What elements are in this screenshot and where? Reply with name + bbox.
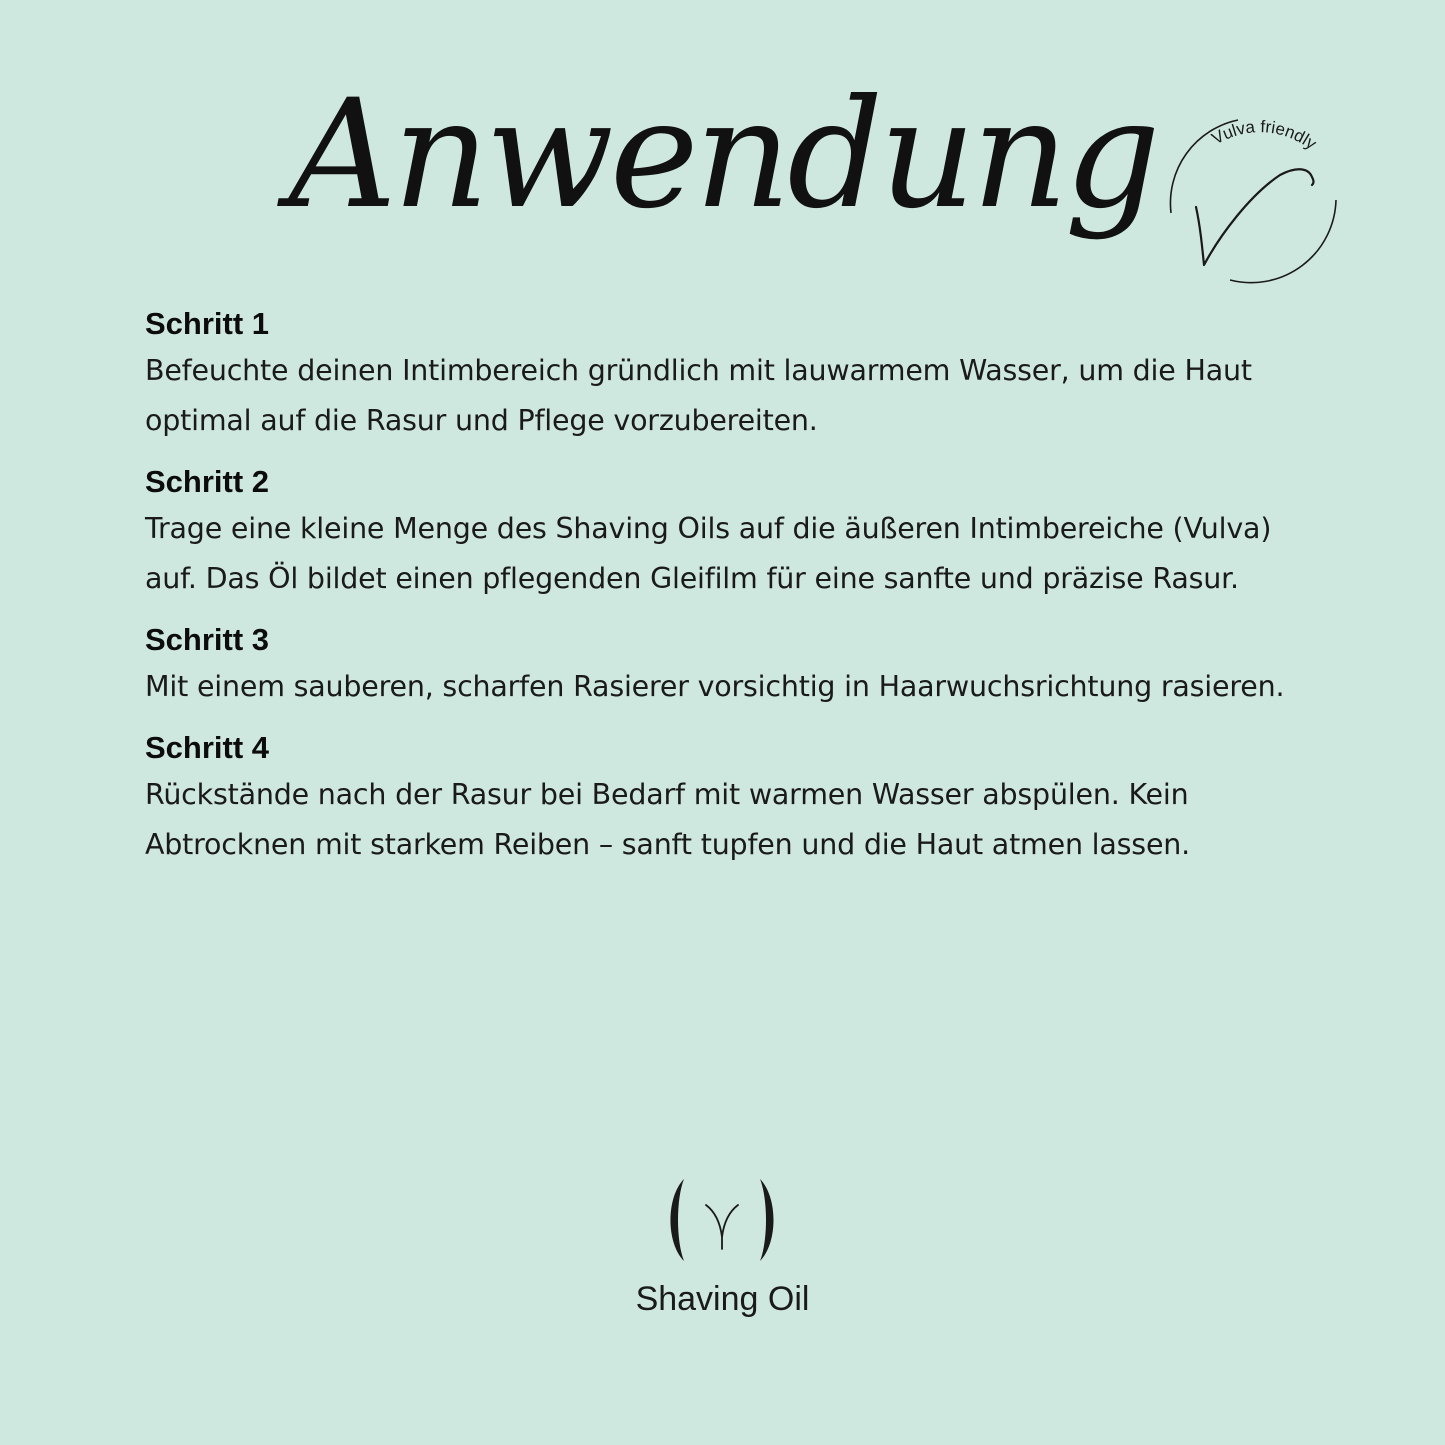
step-heading: Schritt 2: [145, 464, 270, 499]
check-mark-icon: [1160, 95, 1350, 290]
step-3: [145, 618, 1305, 712]
step-text: Befeuchte deinen Intimbereich gründlich mit lauwarmem Wasser, um die Haut optimal auf die Rasur und Pflege vorzubereiten.: [145, 354, 1252, 437]
step-text: Rückstände nach der Rasur bei Bedarf mit warmen Wasser abspülen. Kein Abtrocknen mit starkem Reiben – sanft tupfen und die Haut atmen lassen.: [145, 778, 1191, 861]
vulva-friendly-badge: [1160, 95, 1350, 290]
svg-text:Vulva friendly: [1209, 117, 1321, 153]
step-text: Trage eine kleine Menge des Shaving Oils auf die äußeren Intimbereiche (Vulva) auf. Das Öl bildet einen pflegenden Gleifilm für eine sanfte und präzise Rasur.: [145, 512, 1272, 595]
brand-logo-icon: [664, 1175, 780, 1265]
product-name: Shaving Oil: [635, 1280, 810, 1318]
step-2: [145, 460, 1305, 604]
step-heading: Schritt 3: [145, 622, 270, 657]
badge-text: Vulva friendly: [1208, 117, 1321, 154]
step-heading: Schritt 1: [145, 306, 270, 341]
step-4: [145, 726, 1305, 870]
step-text: Mit einem sauberen, scharfen Rasierer vorsichtig in Haarwuchsrichtung rasieren.: [145, 670, 1285, 703]
page-title: Anwendung: [288, 68, 1157, 242]
step-heading: Schritt 4: [145, 730, 270, 765]
steps-list: [145, 302, 1305, 884]
step-1: [145, 302, 1305, 446]
